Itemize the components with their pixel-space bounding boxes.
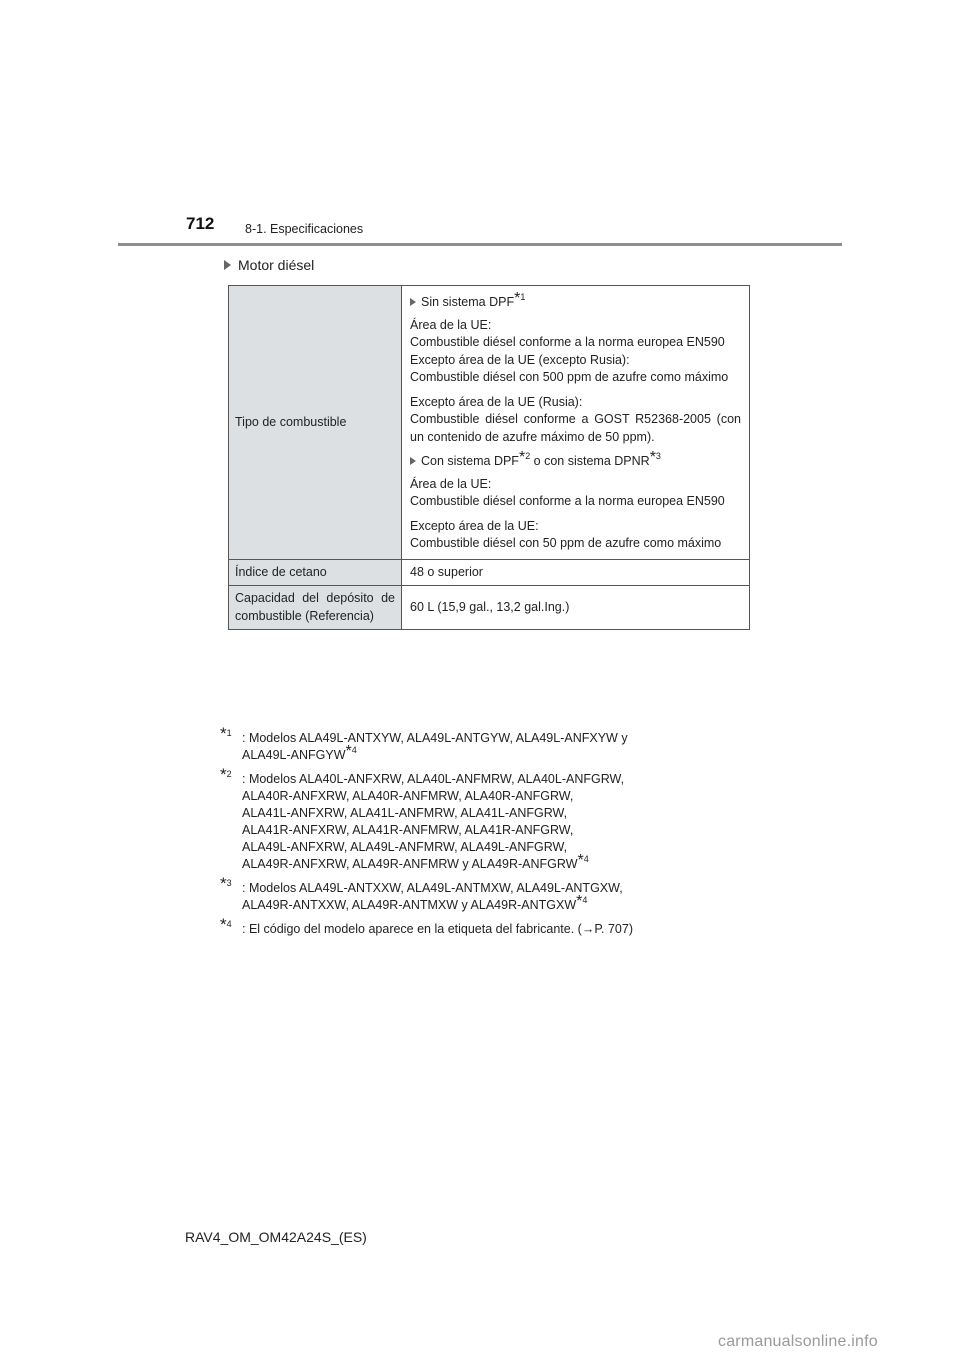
subheading-text: Motor diésel: [238, 257, 315, 273]
paragraph-non-eu-dpf: Excepto área de la UE: Combustible diésel con 50 ppm de azufre como máximo: [410, 518, 722, 550]
arrow-right-icon: →: [581, 922, 595, 936]
capacity-label: Capacidad del depósito de combustible (Referencia): [229, 586, 402, 630]
cetane-label: Índice de cetano: [229, 559, 402, 586]
asterisk-icon: *: [220, 765, 227, 784]
asterisk-icon: *: [514, 290, 521, 307]
asterisk-icon: *: [576, 893, 583, 910]
triangle-bullet-icon: [224, 260, 231, 270]
footnote-2: *$^2$ : Modelos ALA40L-ANFXRW, ALA40L-ANFMRW, ALA40L-ANFGRW, ALA40R-ANFXRW, ALA40R-ANFMRW, ALA40R-ANFGRW, ALA41L-ANFXRW, ALA41L-ANFMRW, ALA41L-ANFGRW, ALA41R-ANFXRW, ALA41R-ANFMRW, ALA41R-ANFGRW, ALA49L-ANFXRW, ALA49L-ANFMRW, ALA49L-ANFGRW, ALA49R-ANFXRW, ALA49R-ANFMRW y ALA49R-ANFGRW*$^4$: [220, 765, 625, 871]
document-code: RAV4_OM_OM42A24S_(ES): [185, 1229, 367, 1245]
page-number: 712: [186, 214, 215, 233]
footnotes: [220, 724, 820, 945]
watermark: carmanualsonline.info: [718, 1333, 878, 1350]
without-dpf-heading: Sin sistema DPF*$^1$: [410, 294, 741, 312]
paragraph-eu-en590-dpf: Área de la UE: Combustible diésel conforme a la norma europea EN590: [410, 476, 725, 508]
paragraph-russia: Excepto área de la UE (Rusia): Combustible diésel conforme a GOST R52368-2005 (con un contenido de azufre máximo de 50 ppm).: [410, 394, 741, 444]
cetane-value: 48 o superior: [402, 559, 750, 586]
header-divider: [118, 243, 842, 246]
asterisk-icon: *: [220, 874, 227, 893]
section-title: 8-1. Especificaciones: [245, 222, 364, 236]
table-row-fuel-type: [229, 286, 750, 560]
footnote-4: *$^4$ : El código del modelo aparece en la etiqueta del fabricante. (→P. 707): [220, 915, 634, 936]
footnote-ref: 3: [655, 451, 661, 461]
asterisk-icon: *: [649, 449, 656, 466]
footnote-ref: 2: [525, 451, 531, 461]
table-row-capacity: [229, 586, 750, 630]
fuel-type-label: Tipo de combustible: [229, 286, 402, 560]
table-row-cetane: [229, 559, 750, 586]
asterisk-icon: *: [220, 724, 227, 743]
fuel-type-value: [402, 286, 750, 560]
with-dpf-heading: Con sistema DPF*$^2$ o con sistema DPNR*$^3$: [410, 453, 741, 471]
footnote-ref: 1: [520, 292, 526, 302]
asterisk-icon: *: [577, 852, 584, 869]
footnote-1: *$^1$ : Modelos ALA49L-ANTXYW, ALA49L-ANTGYW, ALA49L-ANFXYW y ALA49L-ANFGYW*$^4$: [220, 724, 628, 762]
asterisk-icon: *: [518, 449, 526, 466]
asterisk-icon: *: [220, 915, 227, 934]
fuel-spec-table: [228, 285, 750, 630]
triangle-bullet-icon: [410, 298, 416, 306]
paragraph-eu-en590: Área de la UE: Combustible diésel conforme a la norma europea EN590 Excepto área de la UE (excepto Rusia): Combustible diésel con 500 ppm de azufre como máximo: [410, 317, 729, 384]
subheading-diesel-engine: [224, 257, 314, 273]
page-reference-link[interactable]: P. 707): [594, 922, 634, 936]
triangle-bullet-icon: [410, 457, 416, 465]
asterisk-icon: *: [345, 743, 352, 760]
footnote-3: *$^3$ : Modelos ALA49L-ANTXXW, ALA49L-ANTMXW, ALA49L-ANTGXW, ALA49R-ANTXXW, ALA49R-ANTMXW y ALA49R-ANTGXW*$^4$: [220, 874, 623, 912]
capacity-value: 60 L (15,9 gal., 13,2 gal.Ing.): [402, 586, 750, 630]
